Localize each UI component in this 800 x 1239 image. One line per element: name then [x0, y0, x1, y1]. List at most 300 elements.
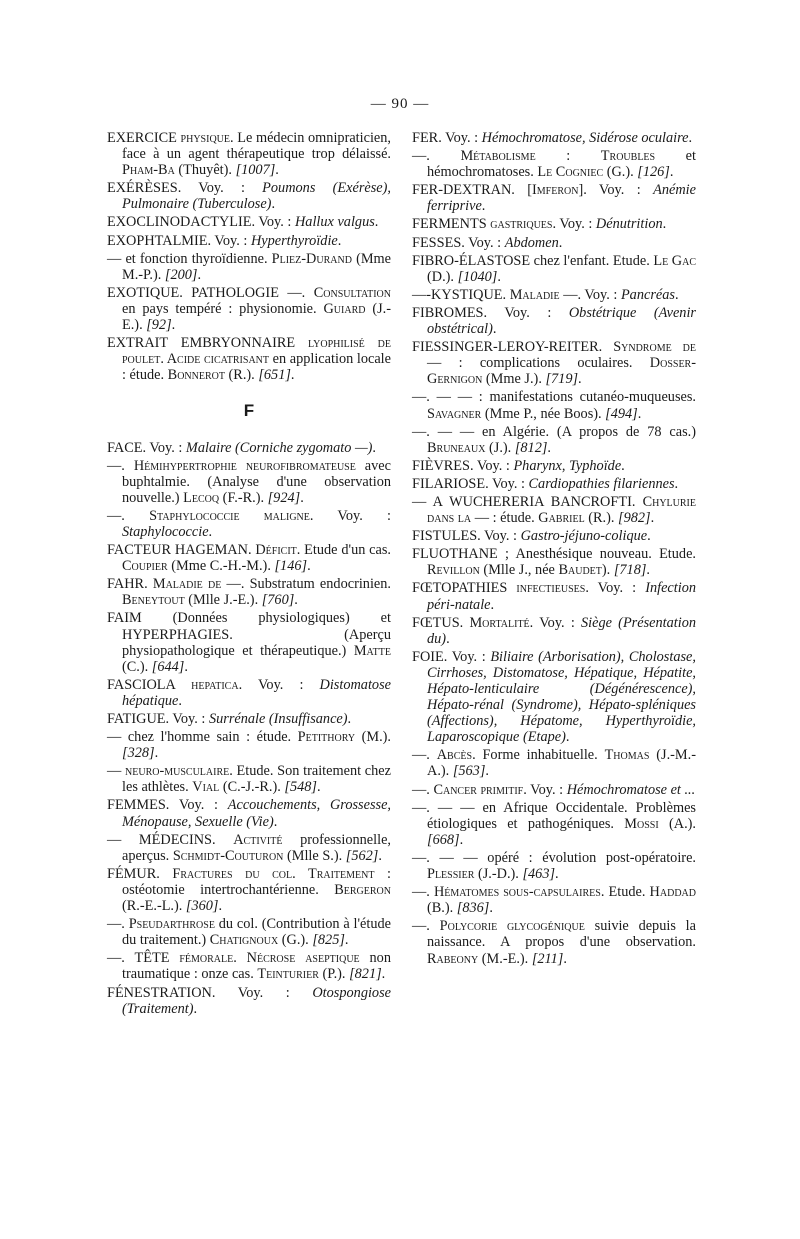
entry-text: FLUOTHANE ; Anesthésique nouveau. Etude.	[412, 546, 696, 563]
entry-text: (Mme P., née Boos).	[481, 405, 606, 422]
index-entry	[107, 950, 391, 982]
index-entry	[412, 305, 696, 337]
index-entry	[412, 546, 696, 578]
entry-text: et hémochromatoses.	[427, 148, 696, 181]
entry-text: FASCIOLA	[107, 676, 192, 693]
index-entry	[412, 216, 696, 232]
entry-text: .	[372, 439, 376, 456]
entry-text: —. — — opéré : évolution post-opératoire.	[412, 849, 696, 866]
entry-text: FERMENTS	[412, 216, 491, 233]
entry-text: (J.-D.).	[474, 866, 523, 883]
entry-smallcaps: Chatignoux	[209, 932, 279, 949]
entry-text: .	[674, 286, 679, 303]
entry-text: en pays tempéré : physionomie.	[122, 300, 324, 317]
entry-text: . Voy. :	[309, 507, 391, 524]
entry-reference: [1040]	[457, 268, 498, 285]
entry-reference: [924]	[267, 489, 301, 506]
entry-text: .	[271, 196, 276, 213]
entry-text: .	[275, 162, 279, 179]
entry-smallcaps: Beneytout	[122, 592, 185, 609]
entry-reference: Surrénale (Insuffisance)	[208, 711, 348, 727]
entry-text: (C.-J.-R.).	[219, 779, 285, 796]
entry-text: FIESSINGER-LEROY-REITER.	[412, 339, 614, 356]
entry-smallcaps: neuro-musculaire	[125, 763, 230, 780]
index-entry	[107, 576, 391, 608]
entry-text: .	[316, 779, 321, 796]
index-entry	[412, 389, 696, 421]
entry-text: FATIGUE. Voy. :	[107, 711, 209, 727]
entry-text: FACE. Voy. :	[107, 439, 186, 456]
entry-text: EXERCICE	[107, 130, 181, 146]
entry-text: FACTEUR HAGEMAN.	[107, 542, 256, 559]
entry-text: . Etude.	[600, 884, 650, 901]
entry-text: FAHR.	[107, 576, 153, 593]
entry-smallcaps: hepatica	[191, 676, 239, 693]
entry-text: .	[381, 966, 386, 983]
entry-text: .	[178, 692, 182, 709]
entry-text: —.	[107, 916, 129, 933]
entry-text: .	[547, 439, 551, 456]
entry-text: (M.).	[355, 729, 391, 746]
entry-smallcaps: Teinturier	[257, 966, 319, 983]
entry-smallcaps: Coupier	[122, 558, 168, 575]
entry-smallcaps: Pseudarthrose	[128, 916, 215, 933]
entry-text: .	[565, 729, 570, 746]
entry-text: .	[558, 234, 563, 251]
entry-text: (Mme J.).	[482, 371, 546, 388]
entry-text: (J.-M.-A.).	[427, 747, 696, 780]
index-entry	[412, 649, 696, 746]
entry-text: (F.-R.).	[219, 489, 268, 506]
entry-smallcaps: Hémihypertrophie neurofibromateuse	[133, 457, 356, 474]
entry-text: . Forme inhabituelle.	[472, 747, 605, 764]
section-letter: F	[243, 401, 255, 421]
entry-reference: [825]	[312, 932, 345, 949]
index-entry	[107, 285, 391, 333]
entry-text: — MÉDECINS.	[107, 831, 234, 848]
entry-text: FEMMES. Voy. :	[107, 797, 228, 814]
entry-text: .	[674, 475, 679, 492]
entry-text: FIÈVRES. Voy. :	[412, 457, 514, 474]
entry-text: .	[347, 711, 352, 727]
entry-reference: [494]	[605, 405, 638, 422]
entry-text: FAIM (Données physiologiques) et HYPERPHAGIES. (Aperçu physiopathologique et thérapeutique.)	[107, 610, 391, 659]
entry-text: .	[563, 950, 567, 967]
entry-text: FER. Voy. :	[412, 130, 482, 146]
entry-smallcaps: Cancer primitif	[433, 781, 524, 798]
entry-text: —. — — en Afrique Occidentale. Problèmes étiologiques et pathogéniques.	[412, 799, 696, 832]
entry-text: professionnelle, aperçus.	[122, 831, 391, 864]
entry-reference: [668]	[427, 831, 460, 848]
entry-text: FIBROMES. Voy. :	[412, 304, 569, 321]
index-entry	[107, 797, 391, 829]
entry-text: — chez l'homme sain : étude.	[107, 729, 298, 746]
entry-reference: [718]	[613, 562, 647, 579]
entry-reference: [200]	[164, 266, 198, 283]
entry-text: .	[344, 932, 349, 949]
entry-reference: [1007]	[235, 162, 276, 179]
entry-smallcaps: Le Cogniec	[537, 164, 604, 181]
entry-smallcaps: Pliez-Durand	[271, 250, 352, 267]
entry-text: .	[621, 457, 625, 474]
entry-smallcaps: Abcès	[436, 747, 473, 764]
entry-smallcaps: Rabeony	[427, 950, 479, 967]
entry-reference: Distomatose hépatique	[122, 676, 391, 709]
entry-text: (Mlle J., née	[479, 562, 559, 579]
entry-text: .	[459, 831, 464, 848]
index-entry	[412, 235, 696, 251]
entry-smallcaps: Petithory	[297, 729, 356, 746]
entry-text: —. — — : manifestations cutanéo-muqueuses.	[412, 389, 696, 406]
entry-text: ).	[601, 562, 614, 579]
entry-reference: [563]	[452, 763, 486, 780]
index-entry	[107, 610, 391, 674]
entry-text: .	[197, 266, 202, 283]
entry-text: —. — — en Algérie. (A propos de 78 cas.)	[412, 423, 696, 440]
index-entry	[412, 182, 696, 214]
entry-text: .	[490, 596, 495, 613]
entry-reference: [821]	[349, 966, 382, 983]
entry-text: .	[294, 592, 298, 609]
entry-reference: [126]	[637, 164, 670, 181]
entry-text: en application locale : étude.	[122, 351, 391, 384]
entry-reference: Obstétrique (Avenir obstétrical)	[427, 304, 696, 338]
entry-reference: [651]	[258, 367, 291, 384]
entry-smallcaps: Fractures du col. Traitement	[172, 865, 375, 882]
entry-text: —	[107, 763, 126, 780]
entry-text: .	[662, 216, 667, 233]
entry-text: .	[218, 898, 223, 915]
entry-text: .	[300, 489, 304, 506]
entry-text: .	[290, 367, 295, 384]
entry-smallcaps: Métabolisme	[460, 148, 536, 165]
entry-reference: [562]	[345, 847, 379, 864]
entry-reference: Hyperthyroïdie	[250, 232, 338, 249]
entry-text: —.	[107, 507, 150, 524]
entry-text: FŒTOPATHIES	[412, 580, 517, 597]
entry-smallcaps: infectieuses	[516, 580, 586, 597]
entry-text: .	[378, 847, 382, 864]
entry-smallcaps: lyophilisé de poulet. Acide cicatrisant	[122, 335, 391, 368]
entry-text: :	[535, 148, 601, 165]
entry-text: .	[650, 510, 655, 527]
entry-reference: Pharynx, Typhoïde	[513, 457, 622, 474]
entry-text: (P.).	[318, 966, 350, 983]
index-entry	[107, 458, 391, 506]
entry-reference: Hémochromatose et ...	[566, 781, 696, 798]
entry-reference: [463]	[522, 866, 556, 883]
entry-smallcaps: Dosser-Gernigon	[427, 355, 696, 388]
entry-smallcaps: Staphylococcie maligne	[149, 507, 310, 524]
entry-text: .	[646, 562, 650, 579]
entry-reference: Hallux valgus	[294, 214, 375, 231]
entry-text: (Mme C.-H.-M.).	[167, 558, 275, 575]
entry-reference: Accouchements, Grossesse, Ménopause, Sexuelle (Vie)	[122, 797, 391, 830]
entry-smallcaps: physique	[180, 130, 230, 146]
entry-reference: Anémie ferriprive	[427, 182, 696, 215]
entry-reference: [360]	[185, 898, 219, 915]
entry-text: .	[497, 268, 501, 285]
index-entry	[412, 884, 696, 916]
entry-reference: Pancréas	[620, 286, 675, 303]
entry-text: —.	[412, 148, 461, 165]
entry-text: .	[184, 658, 188, 675]
entry-smallcaps: Maladie de	[152, 576, 222, 593]
entry-smallcaps: Vial	[192, 779, 220, 796]
entry-text: . Voy. :	[238, 676, 320, 693]
entry-smallcaps: Maladie	[509, 286, 560, 303]
entry-text: (Mlle J.-E.).	[184, 592, 262, 609]
index-entry	[412, 494, 696, 526]
entry-text: . Voy. :	[529, 614, 582, 631]
entry-text: — : étude.	[471, 510, 539, 527]
entry-text: FŒTUS.	[412, 614, 470, 631]
entry-smallcaps: Baudet	[558, 562, 602, 579]
entry-text: .	[307, 558, 311, 575]
entry-reference: Malaire (Corniche zygomato —)	[185, 439, 373, 456]
index-entry	[107, 251, 391, 283]
entry-reference: [92]	[146, 317, 172, 334]
entry-text: — : complications oculaires.	[427, 355, 650, 372]
right-column	[412, 130, 696, 969]
index-entry	[412, 918, 696, 966]
entry-smallcaps: Chylurie dans la	[427, 493, 696, 527]
entry-text: (B.).	[427, 900, 457, 917]
entry-text: . Etude. Son traitement chez les athlètes.	[122, 763, 391, 796]
entry-smallcaps: Thomas	[604, 747, 650, 764]
entry-smallcaps: Plessier	[427, 866, 475, 883]
index-entry	[412, 580, 696, 612]
entry-reference: [982]	[618, 510, 651, 527]
entry-reference: [760]	[261, 592, 295, 609]
entry-reference: Otospongiose (Traitement)	[122, 984, 391, 1017]
entry-reference: Hémochromatose, Sidérose oculaire	[481, 130, 689, 146]
entry-text: .	[337, 232, 342, 249]
entry-text: —-KYSTIQUE.	[412, 286, 510, 303]
entry-text: (R.).	[584, 510, 619, 527]
entry-text: FÉNESTRATION. Voy. :	[107, 984, 313, 1001]
entry-smallcaps: Troubles	[600, 148, 656, 165]
entry-text: .	[688, 130, 693, 146]
entry-text: . Voy. :	[585, 580, 646, 597]
index-entry	[412, 130, 696, 146]
entry-text: FOIE. Voy. :	[412, 648, 491, 665]
entry-reference: Infection péri-natale	[427, 580, 697, 613]
index-entry	[412, 148, 696, 180]
entry-reference: Biliaire (Arborisation), Cholostase, Cirrhoses, Distomatose, Hépatique, Hépatite, Hépato-lenticulaire (Dégénérescence), Hépato-rénal (Syndrome), Hépato-spléniques (Affections), Hépatome, Hyperthyroïdie, Laparoscopique (Etape)	[427, 648, 696, 746]
entry-smallcaps: Polycorie glycogénique	[439, 918, 585, 935]
index-entry	[107, 711, 391, 727]
entry-text: .	[485, 763, 489, 780]
entry-text: —.	[412, 918, 440, 935]
entry-smallcaps: gastriques	[490, 216, 553, 233]
entry-text: (Thuyêt).	[174, 162, 236, 179]
entry-text: EXTRAIT EMBRYONNAIRE	[107, 335, 309, 352]
entry-reference: Abdomen	[504, 234, 559, 251]
entry-reference: [146]	[274, 558, 308, 575]
index-entry	[107, 985, 391, 1017]
index-entry	[107, 233, 391, 249]
entry-reference: Gastro-jéjuno-colique	[520, 528, 648, 545]
entry-text: (J.).	[485, 439, 515, 456]
entry-text: avec buphtalmie. (Analyse d'une observation nouvelle.)	[122, 457, 391, 506]
entry-text: non traumatique : onze cas.	[122, 950, 391, 983]
entry-text: .	[208, 523, 213, 540]
entry-reference: Poumons (Exérèse), Pulmonaire (Tuberculose)	[122, 180, 391, 213]
entry-text: .	[492, 321, 497, 338]
entry-text: . Le médecin omnipraticien, face à un agent thérapeutique trop délaissé.	[122, 130, 391, 163]
index-entry	[412, 800, 696, 848]
entry-smallcaps: Mossi	[624, 815, 659, 832]
entry-reference: [548]	[284, 779, 317, 796]
index-entry	[412, 339, 696, 387]
entry-text: (G.).	[278, 932, 313, 949]
entry-text: FESSES. Voy. :	[412, 234, 505, 251]
entry-text: —. Substratum endocrinien.	[221, 576, 391, 593]
entry-text: . Etude d'un cas.	[296, 542, 392, 559]
entry-text: .	[481, 198, 486, 215]
entry-text: (C.).	[122, 658, 152, 675]
entry-text: (A.).	[658, 815, 696, 832]
entry-text: EXOPHTALMIE. Voy. :	[107, 232, 251, 249]
entry-text: (G.).	[603, 164, 638, 181]
entry-text: .	[647, 528, 651, 545]
entry-text: . Voy. :	[523, 781, 567, 798]
entry-text: (J.-E.).	[122, 300, 391, 334]
index-entry	[107, 335, 391, 383]
index-entry	[412, 782, 696, 798]
entry-text: suivie depuis la naissance. A propos d'une observation.	[427, 918, 696, 951]
entry-smallcaps: Bonnerot	[167, 367, 225, 384]
entry-text: FER-DEXTRAN. [	[412, 182, 533, 199]
entry-text: ]. Voy. :	[578, 182, 654, 199]
entry-smallcaps: Mortalité	[469, 614, 530, 631]
index-entry	[107, 763, 391, 795]
entry-smallcaps: Savagner	[427, 405, 482, 422]
index-entry	[107, 214, 391, 230]
entry-text: FÉMUR.	[107, 865, 173, 882]
entry-text: (M.-E.).	[478, 950, 532, 967]
entry-text: .	[273, 813, 278, 830]
entry-smallcaps: Syndrome de	[613, 339, 696, 356]
entry-smallcaps: Matte	[353, 642, 391, 659]
index-entry	[107, 832, 391, 864]
entry-text: —. Voy. :	[559, 286, 621, 303]
index-entry	[412, 747, 696, 779]
entry-smallcaps: Haddad	[649, 884, 696, 901]
entry-text: (R.).	[224, 367, 259, 384]
entry-reference: Staphylococcie	[122, 523, 209, 540]
entry-reference: [812]	[514, 439, 548, 456]
index-entry	[107, 130, 391, 178]
entry-reference: [719]	[545, 371, 579, 388]
entry-text: .	[555, 866, 559, 883]
entry-text: FISTULES. Voy. :	[412, 528, 521, 545]
entry-text: (R.-E.-L.).	[122, 898, 186, 915]
entry-text: EXÉRÈSES. Voy. :	[107, 180, 263, 197]
entry-smallcaps: Lecoq	[183, 489, 220, 506]
entry-text: —.	[412, 781, 434, 798]
entry-smallcaps: Bruneaux	[427, 439, 486, 456]
index-entry	[412, 458, 696, 474]
entry-text: du col. (Contribution à l'étude du traitement.)	[122, 916, 391, 949]
entry-text: .	[446, 630, 450, 647]
entry-reference: Cardiopathies filariennes	[528, 475, 675, 492]
entry-smallcaps: Bergeron	[334, 881, 391, 898]
index-entry	[412, 615, 696, 647]
entry-reference: [211]	[531, 950, 564, 967]
entry-text: .	[154, 745, 159, 762]
index-entry	[107, 542, 391, 574]
entry-text: . Voy. :	[552, 216, 596, 233]
entry-text: —.	[412, 747, 437, 764]
entry-smallcaps: Activité	[233, 831, 283, 848]
entry-reference: [328]	[122, 745, 155, 762]
entry-text: .	[578, 371, 582, 388]
entry-text: EXOCLINODACTYLIE. Voy. :	[107, 214, 295, 231]
entry-text: .	[193, 1000, 198, 1017]
entry-smallcaps: Guiard	[323, 300, 366, 317]
entry-text: .	[171, 317, 176, 334]
entry-text: EXOTIQUE. PATHOLOGIE —.	[107, 284, 314, 301]
entry-smallcaps: Imferon	[532, 182, 579, 199]
entry-smallcaps: Hématomes sous-capsulaires	[433, 884, 601, 901]
index-entry	[107, 729, 391, 761]
index-entry	[107, 440, 391, 456]
entry-text: (Mme M.-P.).	[122, 250, 392, 283]
entry-text: —. TÊTE	[107, 950, 180, 967]
entry-smallcaps: Pham-Ba	[122, 162, 175, 179]
page-number: — 90 —	[370, 96, 430, 112]
entry-smallcaps: Schmidt-Couturon	[172, 847, 284, 864]
entry-text: FIBRO-ÉLASTOSE chez l'enfant. Etude.	[412, 252, 654, 269]
entry-smallcaps: Déficit	[255, 542, 297, 559]
entry-reference: Dénutrition	[595, 216, 663, 233]
index-entry	[412, 528, 696, 544]
entry-text: (Mlle S.).	[283, 847, 346, 864]
entry-smallcaps: fémorale. Nécrose aseptique	[179, 950, 360, 967]
index-entry	[107, 508, 391, 540]
index-entry	[412, 424, 696, 456]
index-entry	[412, 476, 696, 492]
entry-text: —.	[412, 884, 434, 901]
entry-text: —.	[107, 457, 134, 474]
index-entry	[107, 866, 391, 914]
index-entry	[107, 677, 391, 709]
index-entry	[412, 253, 696, 285]
entry-reference: [836]	[456, 900, 490, 917]
entry-text: .	[637, 405, 642, 422]
index-entry	[412, 850, 696, 882]
entry-text: : ostéotomie intertrochantérienne.	[122, 865, 392, 898]
entry-text: — A WUCHERERIA BANCROFTI.	[412, 493, 643, 510]
left-column	[107, 130, 391, 1019]
entry-smallcaps: Consultation	[313, 284, 391, 301]
index-entry	[107, 180, 391, 212]
index-entry	[107, 916, 391, 948]
entry-text: .	[374, 214, 379, 231]
entry-smallcaps: Le Gac	[653, 252, 696, 269]
index-entry	[412, 287, 696, 303]
entry-text: .	[669, 164, 674, 181]
entry-reference: [644]	[151, 658, 185, 675]
entry-text: — et fonction thyroïdienne.	[107, 250, 272, 267]
entry-smallcaps: Gabriel	[538, 510, 585, 527]
entry-smallcaps: Revillon	[427, 562, 480, 579]
entry-reference: Siège (Présentation du)	[427, 614, 697, 647]
entry-text: .	[489, 900, 493, 917]
entry-text: (D.).	[427, 268, 458, 285]
